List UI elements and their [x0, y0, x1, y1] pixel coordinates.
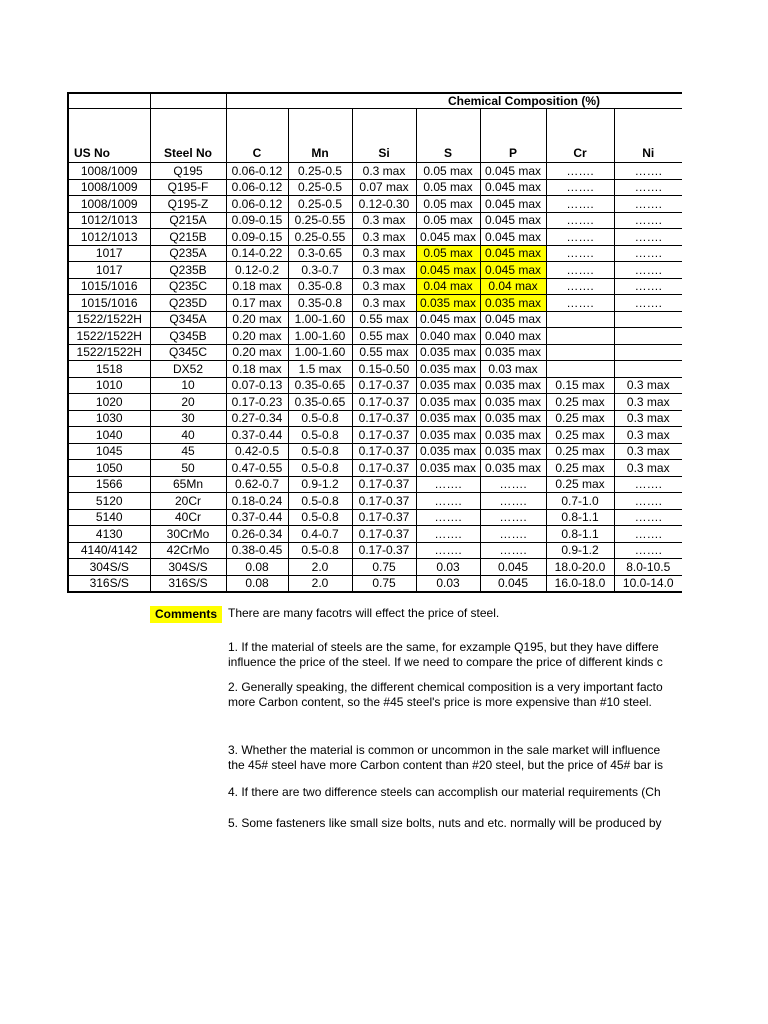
table-cell: 0.55 max	[352, 311, 416, 328]
table-cell: 0.55 max	[352, 328, 416, 345]
column-header: US No	[68, 109, 150, 163]
table-cell: 50	[150, 460, 226, 477]
table-cell	[546, 328, 614, 345]
table-cell: 0.3 max	[352, 262, 416, 279]
table-cell	[614, 361, 682, 378]
table-cell: 1015/1016	[68, 278, 150, 295]
table-cell: 0.8-1.1	[546, 509, 614, 526]
table-cell: 0.3 max	[614, 394, 682, 411]
table-cell: …….	[480, 542, 546, 559]
table-cell: 0.035 max	[416, 443, 480, 460]
table-cell: 0.07 max	[352, 179, 416, 196]
table-cell: 42CrMo	[150, 542, 226, 559]
table-cell: 10.0-14.0	[614, 575, 682, 592]
table-cell: 0.3 max	[614, 443, 682, 460]
table-cell: 0.035 max	[480, 410, 546, 427]
comment-item: 5. Some fasteners like small size bolts, nuts and etc. normally will be produced by	[228, 816, 662, 830]
table-cell: Q195	[150, 163, 226, 180]
table-cell: 0.05 max	[416, 245, 480, 262]
table-cell: 0.045 max	[480, 196, 546, 213]
table-cell: 0.37-0.44	[226, 509, 288, 526]
blank-cell	[150, 93, 226, 109]
table-cell: 4140/4142	[68, 542, 150, 559]
table-cell: 0.12-0.2	[226, 262, 288, 279]
table-cell: 0.25 max	[546, 443, 614, 460]
table-row	[68, 311, 682, 328]
table-row	[68, 509, 682, 526]
table-cell: 0.035 max	[416, 344, 480, 361]
table-cell: 0.75	[352, 575, 416, 592]
table-cell: …….	[416, 542, 480, 559]
table-cell: …….	[480, 526, 546, 543]
table-cell: 0.38-0.45	[226, 542, 288, 559]
table-cell: …….	[546, 278, 614, 295]
table-cell: 0.3 max	[352, 212, 416, 229]
table-cell: 1040	[68, 427, 150, 444]
table-row	[68, 278, 682, 295]
table-cell: 10	[150, 377, 226, 394]
table-cell: 0.05 max	[416, 179, 480, 196]
table-cell: 0.035 max	[416, 361, 480, 378]
table-cell: …….	[416, 509, 480, 526]
table-cell: 5140	[68, 509, 150, 526]
table-cell: 40Cr	[150, 509, 226, 526]
table-cell: …….	[546, 196, 614, 213]
table-cell	[546, 311, 614, 328]
table-cell: 0.20 max	[226, 328, 288, 345]
table-cell: …….	[546, 295, 614, 312]
table-cell: …….	[546, 229, 614, 246]
comments-intro: There are many facotrs will effect the price of steel.	[228, 606, 500, 620]
table-cell	[546, 361, 614, 378]
table-cell: 1522/1522H	[68, 344, 150, 361]
table-cell: 0.035 max	[480, 295, 546, 312]
table-cell	[614, 328, 682, 345]
table-cell: …….	[614, 476, 682, 493]
table-cell: 0.8-1.1	[546, 526, 614, 543]
table-cell: DX52	[150, 361, 226, 378]
table-row	[68, 229, 682, 246]
table-cell: 16.0-18.0	[546, 575, 614, 592]
table-cell: 0.045 max	[480, 179, 546, 196]
table-cell: 18.0-20.0	[546, 559, 614, 576]
table-cell: …….	[416, 493, 480, 510]
table-cell: 0.25-0.5	[288, 179, 352, 196]
table-cell: 0.20 max	[226, 311, 288, 328]
table-cell: 1.5 max	[288, 361, 352, 378]
column-header: Ni	[614, 109, 682, 163]
table-cell: 0.17 max	[226, 295, 288, 312]
table-cell: 0.06-0.12	[226, 196, 288, 213]
table-cell: 1010	[68, 377, 150, 394]
table-cell: …….	[614, 542, 682, 559]
table-cell: 1566	[68, 476, 150, 493]
table-cell: 1017	[68, 245, 150, 262]
table-cell: 0.045 max	[480, 262, 546, 279]
table-cell: 1008/1009	[68, 179, 150, 196]
table-cell: 0.05 max	[416, 163, 480, 180]
table-cell: 0.08	[226, 559, 288, 576]
table-cell: 0.25-0.5	[288, 196, 352, 213]
table-cell: 2.0	[288, 575, 352, 592]
table-cell: 0.12-0.30	[352, 196, 416, 213]
table-cell: …….	[614, 509, 682, 526]
table-row	[68, 476, 682, 493]
comment-item: 3. Whether the material is common or uncommon in the sale market will influence the 45# steel have more Carbon content than #20 steel, but the price of 45# bar is	[228, 743, 663, 772]
table-cell: 0.045 max	[416, 311, 480, 328]
table-cell: 1522/1522H	[68, 328, 150, 345]
table-row	[68, 410, 682, 427]
table-row	[68, 377, 682, 394]
table-row	[68, 394, 682, 411]
table-cell: 1008/1009	[68, 163, 150, 180]
table-row	[68, 443, 682, 460]
table-cell: 0.035 max	[480, 377, 546, 394]
table-cell: 0.035 max	[416, 460, 480, 477]
table-cell: 0.3 max	[614, 377, 682, 394]
table-cell: 0.55 max	[352, 344, 416, 361]
column-header: Cr	[546, 109, 614, 163]
table-cell: 1012/1013	[68, 212, 150, 229]
table-cell: 0.9-1.2	[288, 476, 352, 493]
table-cell: 316S/S	[150, 575, 226, 592]
table-cell: 0.045 max	[480, 311, 546, 328]
table-cell: 0.47-0.55	[226, 460, 288, 477]
table-row	[68, 295, 682, 312]
table-row	[68, 245, 682, 262]
column-header: Si	[352, 109, 416, 163]
table-cell: 0.75	[352, 559, 416, 576]
table-cell: 0.17-0.37	[352, 476, 416, 493]
table-cell: 0.03 max	[480, 361, 546, 378]
table-row	[68, 575, 682, 592]
table-cell: 304S/S	[68, 559, 150, 576]
table-cell: 0.03	[416, 559, 480, 576]
table-cell: 1008/1009	[68, 196, 150, 213]
table-cell: 0.3 max	[352, 163, 416, 180]
table-cell: …….	[614, 163, 682, 180]
table-cell: 0.26-0.34	[226, 526, 288, 543]
table-cell: 0.5-0.8	[288, 410, 352, 427]
comment-item: 2. Generally speaking, the different chemical composition is a very important facto more Carbon content, so the #45 steel's price is more expensive than #10 steel.	[228, 680, 663, 709]
table-cell: 1518	[68, 361, 150, 378]
table-cell: 2.0	[288, 559, 352, 576]
table-cell: 0.09-0.15	[226, 229, 288, 246]
table-cell: 0.18 max	[226, 361, 288, 378]
table-title: Chemical Composition (%)	[226, 93, 682, 109]
table-cell: …….	[546, 245, 614, 262]
table-title-row	[68, 93, 682, 109]
table-cell: 0.5-0.8	[288, 493, 352, 510]
table-cell: …….	[614, 278, 682, 295]
table-cell: 0.035 max	[480, 460, 546, 477]
table-cell: …….	[546, 262, 614, 279]
table-cell: 0.04 max	[480, 278, 546, 295]
table-cell: 0.25 max	[546, 394, 614, 411]
blank-cell	[68, 93, 150, 109]
table-row	[68, 361, 682, 378]
table-cell: 0.7-1.0	[546, 493, 614, 510]
column-header: C	[226, 109, 288, 163]
table-cell: 8.0-10.5	[614, 559, 682, 576]
table-row	[68, 344, 682, 361]
table-cell: 1020	[68, 394, 150, 411]
table-cell: 0.035 max	[416, 427, 480, 444]
table-row	[68, 427, 682, 444]
table-cell: 1050	[68, 460, 150, 477]
table-cell: 0.17-0.23	[226, 394, 288, 411]
table-cell: Q195-Z	[150, 196, 226, 213]
table-cell: 30	[150, 410, 226, 427]
table-cell: 0.25-0.55	[288, 229, 352, 246]
table-cell: …….	[614, 179, 682, 196]
table-cell: Q195-F	[150, 179, 226, 196]
table-row	[68, 542, 682, 559]
table-cell: 0.035 max	[480, 443, 546, 460]
table-cell: 304S/S	[150, 559, 226, 576]
table-cell: 0.3 max	[614, 410, 682, 427]
table-cell: 0.07-0.13	[226, 377, 288, 394]
table-cell: 1.00-1.60	[288, 311, 352, 328]
table-cell: 30CrMo	[150, 526, 226, 543]
comments-section	[0, 600, 768, 860]
table-cell: 0.25 max	[546, 410, 614, 427]
table-row	[68, 163, 682, 180]
table-cell: …….	[416, 476, 480, 493]
table-cell: 0.040 max	[416, 328, 480, 345]
table-row	[68, 212, 682, 229]
table-cell: 0.06-0.12	[226, 163, 288, 180]
column-header: Mn	[288, 109, 352, 163]
table-cell: 0.3 max	[352, 295, 416, 312]
table-cell: 0.9-1.2	[546, 542, 614, 559]
table-cell: 0.18 max	[226, 278, 288, 295]
table-cell: 0.42-0.5	[226, 443, 288, 460]
table-cell: Q345C	[150, 344, 226, 361]
table-cell: 0.17-0.37	[352, 542, 416, 559]
table-cell: 0.045	[480, 575, 546, 592]
table-cell: 0.17-0.37	[352, 410, 416, 427]
table-cell: 0.35-0.8	[288, 295, 352, 312]
table-row	[68, 262, 682, 279]
table-cell: Q215A	[150, 212, 226, 229]
chemical-composition-table	[67, 92, 682, 593]
table-cell: 0.18-0.24	[226, 493, 288, 510]
table-cell: 0.5-0.8	[288, 460, 352, 477]
table-row	[68, 493, 682, 510]
table-cell: …….	[480, 509, 546, 526]
table-cell: …….	[614, 295, 682, 312]
table-cell: 0.035 max	[480, 427, 546, 444]
table-cell: 0.14-0.22	[226, 245, 288, 262]
table-cell: 0.035 max	[480, 344, 546, 361]
table-cell: 0.17-0.37	[352, 394, 416, 411]
table-cell: 0.35-0.65	[288, 394, 352, 411]
table-cell: 65Mn	[150, 476, 226, 493]
table-cell: 0.3 max	[352, 245, 416, 262]
table-cell: …….	[546, 179, 614, 196]
table-cell: …….	[614, 229, 682, 246]
table-cell: 0.06-0.12	[226, 179, 288, 196]
table-cell: 0.35-0.8	[288, 278, 352, 295]
table-cell	[614, 311, 682, 328]
table-header-row	[68, 109, 682, 163]
table-cell: 0.17-0.37	[352, 460, 416, 477]
table-cell: 0.03	[416, 575, 480, 592]
table-cell	[546, 344, 614, 361]
table-cell: …….	[546, 212, 614, 229]
table-cell: …….	[614, 493, 682, 510]
table-cell: 20	[150, 394, 226, 411]
table-cell: 0.035 max	[480, 394, 546, 411]
table-cell: 1.00-1.60	[288, 344, 352, 361]
table-cell: …….	[614, 196, 682, 213]
table-cell: 0.62-0.7	[226, 476, 288, 493]
table-cell: 1017	[68, 262, 150, 279]
table-cell: 0.17-0.37	[352, 493, 416, 510]
table-cell: 45	[150, 443, 226, 460]
table-cell: Q345B	[150, 328, 226, 345]
table-row	[68, 196, 682, 213]
column-header: P	[480, 109, 546, 163]
table-cell: 0.045 max	[480, 163, 546, 180]
table-cell: 0.3 max	[352, 278, 416, 295]
table-cell: 1.00-1.60	[288, 328, 352, 345]
table-cell: 0.3-0.7	[288, 262, 352, 279]
comments-label: Comments	[150, 606, 222, 623]
table-row	[68, 460, 682, 477]
table-cell: 0.035 max	[416, 410, 480, 427]
table-cell: 0.040 max	[480, 328, 546, 345]
table-cell: Q235A	[150, 245, 226, 262]
table-cell: 20Cr	[150, 493, 226, 510]
table-cell: 0.05 max	[416, 196, 480, 213]
table-cell: 4130	[68, 526, 150, 543]
table-cell: …….	[546, 163, 614, 180]
table-row	[68, 526, 682, 543]
table-cell: 0.17-0.37	[352, 526, 416, 543]
table-cell: 0.17-0.37	[352, 377, 416, 394]
table-row	[68, 179, 682, 196]
table-cell: 0.035 max	[416, 377, 480, 394]
column-header: Steel No	[150, 109, 226, 163]
table-cell: 0.035 max	[416, 394, 480, 411]
table-cell: 0.25 max	[546, 476, 614, 493]
table-cell: 0.3 max	[614, 427, 682, 444]
table-cell: 0.04 max	[416, 278, 480, 295]
table-cell: 0.3-0.65	[288, 245, 352, 262]
table-cell: Q235C	[150, 278, 226, 295]
table-cell: …….	[614, 526, 682, 543]
comment-item: 1. If the material of steels are the same, for exzample Q195, but they have differe influence the price of the steel. If we need to compare the price of different kinds c	[228, 640, 663, 669]
table-cell: 0.5-0.8	[288, 427, 352, 444]
table-cell	[614, 344, 682, 361]
table-cell: 0.15 max	[546, 377, 614, 394]
table-cell: 0.3 max	[352, 229, 416, 246]
table-cell: Q235B	[150, 262, 226, 279]
table-cell: 0.08	[226, 575, 288, 592]
table-cell: …….	[614, 262, 682, 279]
table-cell: 5120	[68, 493, 150, 510]
table-cell: 0.045 max	[416, 262, 480, 279]
table-cell: 0.035 max	[416, 295, 480, 312]
table-cell: 0.25 max	[546, 460, 614, 477]
table-cell: 0.25 max	[546, 427, 614, 444]
table-cell: 1030	[68, 410, 150, 427]
table-cell: 1012/1013	[68, 229, 150, 246]
table-cell: 0.5-0.8	[288, 509, 352, 526]
table-cell: …….	[480, 476, 546, 493]
table-cell: …….	[416, 526, 480, 543]
table-row	[68, 328, 682, 345]
table-cell: 0.27-0.34	[226, 410, 288, 427]
table-cell: 0.5-0.8	[288, 443, 352, 460]
table-cell: 0.20 max	[226, 344, 288, 361]
table-cell: 40	[150, 427, 226, 444]
table-cell: 0.09-0.15	[226, 212, 288, 229]
table-cell: 0.045 max	[480, 229, 546, 246]
table-cell: 0.35-0.65	[288, 377, 352, 394]
table-cell: 1045	[68, 443, 150, 460]
table-cell: 0.25-0.55	[288, 212, 352, 229]
table-cell: 0.5-0.8	[288, 542, 352, 559]
table-cell: 0.25-0.5	[288, 163, 352, 180]
table-row	[68, 559, 682, 576]
table-cell: Q235D	[150, 295, 226, 312]
table-cell: 0.4-0.7	[288, 526, 352, 543]
table-cell: 0.05 max	[416, 212, 480, 229]
table-cell: Q345A	[150, 311, 226, 328]
table-cell: 0.3 max	[614, 460, 682, 477]
table-cell: 1015/1016	[68, 295, 150, 312]
table-cell: Q215B	[150, 229, 226, 246]
table-cell: 0.045	[480, 559, 546, 576]
column-header: S	[416, 109, 480, 163]
table-cell: 0.045 max	[416, 229, 480, 246]
comment-item: 4. If there are two difference steels can accomplish our material requirements (Ch	[228, 785, 661, 799]
table-cell: 0.045 max	[480, 212, 546, 229]
table-cell: …….	[480, 493, 546, 510]
table-cell: 316S/S	[68, 575, 150, 592]
table-cell: 0.15-0.50	[352, 361, 416, 378]
table-cell: 0.17-0.37	[352, 443, 416, 460]
table-cell: …….	[614, 212, 682, 229]
table-cell: 0.17-0.37	[352, 509, 416, 526]
table-cell: …….	[614, 245, 682, 262]
table-cell: 0.17-0.37	[352, 427, 416, 444]
table-cell: 0.37-0.44	[226, 427, 288, 444]
table-cell: 0.045 max	[480, 245, 546, 262]
table-cell: 1522/1522H	[68, 311, 150, 328]
